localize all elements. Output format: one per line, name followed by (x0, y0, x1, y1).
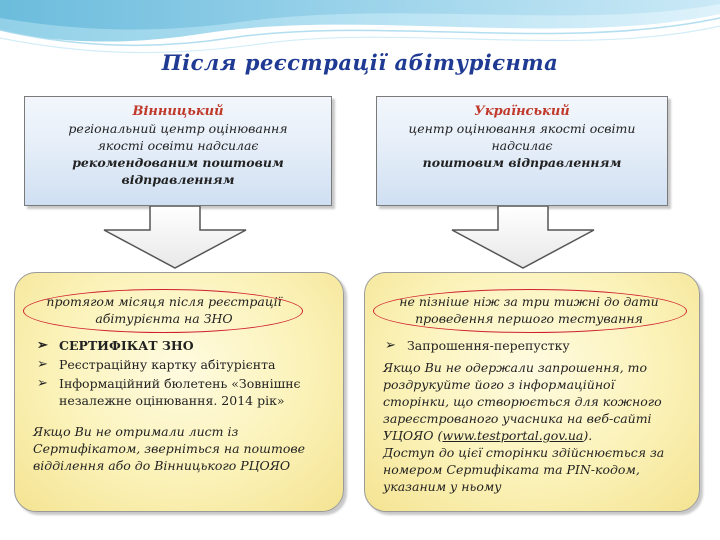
testportal-link[interactable]: www.testportal.gov.ua (442, 428, 584, 443)
box-text-line: центр оцінювання якості освіти (408, 121, 636, 136)
deadline-text (383, 293, 675, 327)
box-bold-line: відправленням (121, 172, 235, 187)
website-line: УЦОЯО (www.testportal.gov.ua). (383, 428, 593, 443)
vinnytsia-documents-box (14, 272, 344, 512)
down-arrow-icon (448, 206, 598, 270)
list-item: ➢ Інформаційний бюлетень «Зовнішнє незалежне оцінювання. 2014 рік» (37, 376, 301, 408)
deadline-line: проведення першого тестування (415, 311, 643, 326)
ukrainian-center-box (376, 96, 668, 206)
list-item: ➢ Реєстраційну картку абітурієнта (37, 357, 276, 372)
arrowhead-bullet-icon: ➢ (37, 357, 48, 372)
box-bold-line: поштовим відправленням (422, 155, 622, 170)
ukrainian-org-name: Український (474, 104, 570, 119)
documents-list (381, 337, 691, 356)
box-bold-line: рекомендованим поштовим (72, 155, 284, 170)
box-text-line: надсилає (491, 138, 553, 153)
vinnytsia-org-name: Вінницький (132, 104, 224, 119)
arrowhead-bullet-icon: ➢ (37, 338, 48, 353)
arrowhead-bullet-icon: ➢ (385, 338, 396, 353)
arrowhead-bullet-icon: ➢ (37, 376, 48, 391)
deadline-line: протягом місяця після реєстрації (46, 294, 282, 309)
missing-letter-note: Якщо Ви не отримали лист із Сертифікатом, зверніться на поштове відділення або до Вінницького РЦОЯО (33, 424, 306, 473)
vinnytsia-center-box (24, 96, 332, 206)
deadline-line: не пізніше ніж за три тижні до дати (399, 294, 659, 309)
box-text-line: регіональний центр оцінювання (68, 121, 288, 136)
documents-list (33, 337, 333, 411)
list-item: ➢ Запрошення-перепустку (385, 338, 570, 353)
down-arrow-icon (100, 206, 250, 270)
deadline-text (33, 293, 295, 327)
deadline-line: абітурієнта на ЗНО (95, 311, 233, 326)
invitation-note: Якщо Ви не одержали запрошення, то роздрукуйте його з інформаційної сторінки, що створюється для кожного зареєстрованого учасника на веб-сайті УЦОЯО (www.testportal.gov.ua). Доступ до цієї сторінки здійснюється за номером Сертифіката та PIN-кодом, указаним у ньому (383, 359, 695, 495)
ukrainian-documents-box (364, 272, 700, 512)
page-title: Після реєстрації абітурієнта (161, 50, 559, 75)
box-text-line: якості освіти надсилає (97, 138, 259, 153)
list-item: ➢ СЕРТИФІКАТ ЗНО (37, 338, 194, 353)
